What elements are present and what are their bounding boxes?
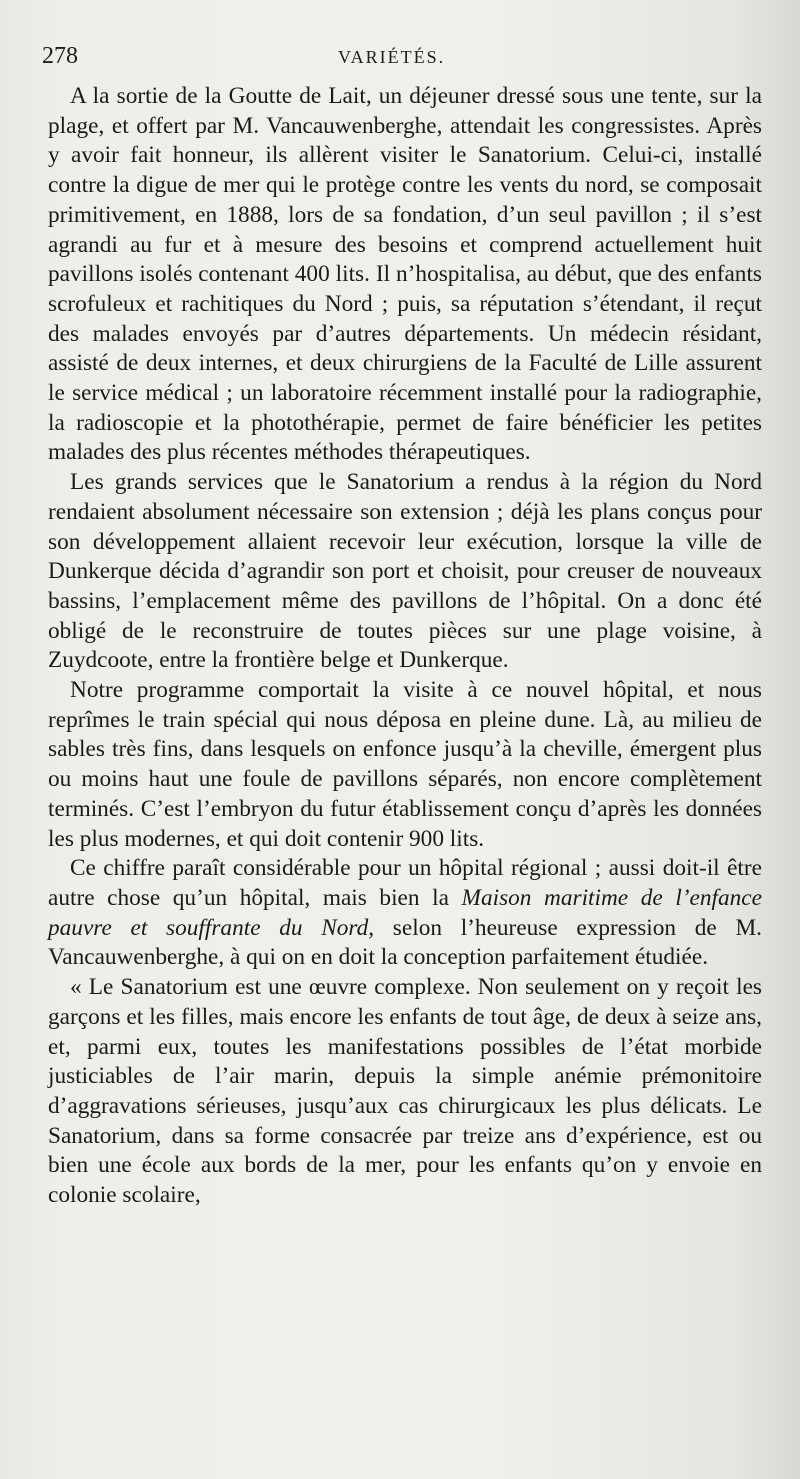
paragraph: Notre programme comportait la visite à ce nouvel hôpital, et nous reprîmes le train spécial qui nous déposa en pleine dune. Là, au milieu de sables très fins, dans lesquels on enfonce jusqu’à la cheville, émergent plus ou moins haut une foule de pavillons séparés, non encore complètement terminés. C’est l’embryon du futur établissement conçu d’après les données les plus modernes, et qui doit contenir 900 lits.: [48, 677, 762, 852]
paragraph-text: , selon l’heureuse expression de M. Vancauwenberghe, à qui on en doit la conception parfaitement étudiée.: [48, 914, 762, 971]
paragraph: « Le Sanatorium est une œuvre complexe. Non seulement on y reçoit les garçons et les filles, mais encore les enfants de tout âge, de deux à seize ans, et, parmi eux, toutes les manifestations possibles de l’état morbide justiciables de l’air marin, depuis la simple anémie prémonitoire d’aggravations sérieuses, jusqu’aux cas chirurgicaux les plus délicats. Le Sanatorium, dans sa forme consacrée par treize ans d’expérience, est ou bien une école aux bords de la mer, pour les enfants qu’on y envoie en colonie scolaire,: [48, 974, 762, 1209]
italic-title: Maison maritime de l’enfance pauvre et souffrante du Nord: [48, 884, 762, 941]
running-head: VARIÉTÉS.: [338, 47, 446, 67]
paragraph-text: Ce chiffre paraît considérable pour un hôpital régional ; aussi doit-il être autre chose qu’un hôpital, mais bien la: [48, 855, 762, 911]
page-number: 278: [42, 43, 78, 69]
body-text: [48, 82, 762, 1211]
paragraph: Les grands services que le Sanatorium a rendus à la région du Nord rendaient absolument nécessaire son extension ; déjà les plans conçus pour son développement allaient recevoir leur exécution, lorsque la ville de Dunkerque décida d’agrandir son port et choisit, pour creuser de nouveaux bassins, l’emplacement même des pavillons de l’hôpital. On a donc été obligé de le reconstruire de toutes pièces sur une plage voisine, à Zuydcoote, entre la frontière belge et Dunkerque.: [48, 469, 762, 674]
paragraph: A la sortie de la Goutte de Lait, un déjeuner dressé sous une tente, sur la plage, et offert par M. Vancauwenberghe, attendait les congressistes. Après y avoir fait honneur, ils allèrent visiter le Sanatorium. Celui-ci, installé contre la digue de mer qui le protège contre les vents du nord, se composait primitivement, en 1888, lors de sa fondation, d’un seul pavillon ; il s’est agrandi au fur et à mesure des besoins et comprend actuellement huit pavillons isolés contenant 400 lits. Il n’hospitalisa, au début, que des enfants scrofuleux et rachitiques du Nord ; puis, sa réputation s’étendant, il reçut des malades envoyés par d’autres départements. Un médecin résidant, assisté de deux internes, et deux chirurgiens de la Faculté de Lille assurent le service médical ; un laboratoire récemment installé pour la radiographie, la radioscopie et la photothérapie, permet de faire bénéficier les petites malades des plus récentes méthodes thérapeutiques.: [48, 83, 762, 466]
paragraph: [48, 854, 762, 973]
page-header: [42, 40, 762, 72]
